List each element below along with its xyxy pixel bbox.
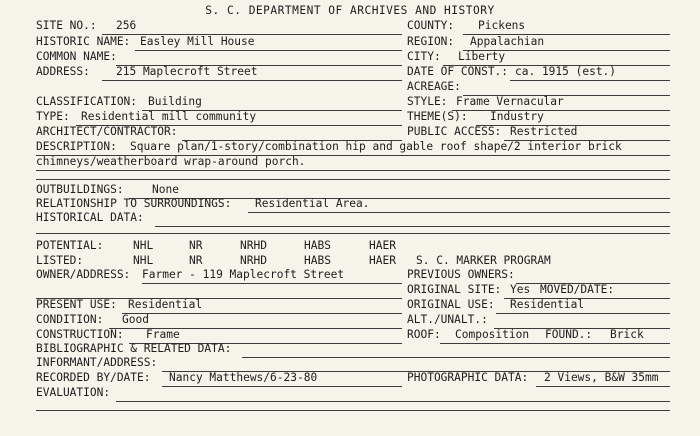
row-outbuildings [36, 183, 670, 198]
description-blank-line [36, 179, 670, 180]
bibliographic-label: BIBLIOGRAPHIC & RELATED DATA: [36, 342, 232, 355]
owner-value: Farmer - 119 Maplecroft Street [142, 268, 345, 281]
listed-nhl: NHL [133, 254, 154, 267]
city-label: CITY: [407, 50, 441, 63]
potential-habs: HABS [304, 239, 331, 252]
present-use-label: PRESENT USE: [36, 298, 117, 311]
condition-label: CONDITION: [36, 313, 104, 326]
classification-label: CLASSIFICATION: [36, 95, 138, 108]
row-potential [36, 239, 670, 254]
present-use-value: Residential [128, 298, 203, 311]
row-common-city [36, 50, 670, 65]
alt-unalt-label: ALT./UNALT.: [407, 313, 488, 326]
row-original-site [36, 283, 670, 298]
theme-value: Industry [490, 110, 544, 123]
listed-haer: HAER [369, 254, 396, 267]
construction-label: CONSTRUCTION: [36, 328, 124, 341]
row-condition [36, 313, 670, 328]
potential-haer: HAER [369, 239, 396, 252]
county-label: COUNTY: [407, 19, 455, 32]
previous-owners-label: PREVIOUS OWNERS: [407, 268, 515, 281]
style-value: Frame Vernacular [456, 95, 564, 108]
row-informant [36, 356, 670, 371]
row-construction [36, 328, 670, 343]
potential-label: POTENTIAL: [36, 239, 104, 252]
row-listed [36, 254, 670, 269]
type-value: Residential mill community [81, 110, 257, 123]
recorded-label: RECORDED BY/DATE: [36, 371, 151, 384]
listed-nrhd: NRHD [240, 254, 267, 267]
owner-label: OWNER/ADDRESS: [36, 268, 131, 281]
outbuildings-value: None [152, 183, 179, 196]
potential-nrhd: NRHD [240, 239, 267, 252]
listed-habs: HABS [304, 254, 331, 267]
county-value: Pickens [478, 19, 526, 32]
row-description-1 [36, 140, 670, 156]
evaluation-blank-line [36, 410, 670, 411]
potential-nhl: NHL [133, 239, 154, 252]
marker-program-heading: S. C. MARKER PROGRAM [416, 254, 551, 267]
roof-label: ROOF: [407, 328, 441, 341]
row-acreage [36, 80, 670, 95]
acreage-label: ACREAGE: [407, 80, 461, 93]
historical-label: HISTORICAL DATA: [36, 211, 144, 224]
row-address-date [36, 65, 670, 80]
description-label: DESCRIPTION: [36, 140, 117, 153]
original-site-label: ORIGINAL SITE: [407, 283, 502, 296]
relationship-label: RELATIONSHIP TO SURROUNDINGS: [36, 197, 232, 210]
style-label: STYLE: [407, 95, 448, 108]
photographic-value: 2 Views, B&W 35mm [544, 371, 659, 384]
address-value: 215 Maplecroft Street [116, 65, 258, 78]
row-site-county [36, 19, 670, 34]
found-value: Brick [610, 328, 644, 341]
region-value: Appalachian [470, 35, 545, 48]
outbuildings-label: OUTBUILDINGS: [36, 183, 124, 196]
date-const-value: ca. 1915 (est.) [515, 65, 617, 78]
informant-label: INFORMANT/ADDRESS: [36, 356, 158, 369]
address-label: ADDRESS: [36, 65, 90, 78]
condition-value: Good [122, 313, 149, 326]
public-access-label: PUBLIC ACCESS: [407, 125, 502, 138]
original-site-value: Yes [510, 283, 531, 296]
site-no-label: SITE NO.: [36, 19, 97, 32]
listed-nr: NR [189, 254, 203, 267]
photographic-label: PHOTOGRAPHIC DATA: [407, 371, 529, 384]
found-label: FOUND.: [545, 328, 593, 341]
listed-label: LISTED: [36, 254, 84, 267]
moved-date-label: MOVED/DATE: [540, 283, 615, 296]
region-label: REGION: [407, 35, 455, 48]
row-present-use [36, 298, 670, 313]
row-description-2 [36, 155, 670, 171]
description-line-2: chimneys/weatherboard wrap-around porch. [36, 155, 306, 168]
row-historical [36, 211, 670, 226]
theme-label: THEME(S): [407, 110, 468, 123]
row-relationship [36, 197, 670, 212]
evaluation-label: EVALUATION: [36, 386, 111, 399]
row-evaluation [36, 386, 670, 401]
type-label: TYPE: [36, 110, 70, 123]
historic-name-value: Easley Mill House [140, 35, 255, 48]
original-use-value: Residential [510, 298, 585, 311]
row-classification-style [36, 95, 670, 110]
potential-nr: NR [189, 239, 203, 252]
city-value: Liberty [458, 50, 506, 63]
row-architect-access [36, 125, 670, 140]
relationship-value: Residential Area. [255, 197, 370, 210]
description-line-1: Square plan/1-story/combination hip and gable roof shape/2 interior brick [130, 140, 622, 153]
recorded-value: Nancy Matthews/6-23-80 [169, 371, 318, 384]
row-historic-region [36, 35, 670, 50]
roof-value: Composition [455, 328, 530, 341]
row-bibliographic [36, 342, 670, 357]
common-name-label: COMMON NAME: [36, 50, 117, 63]
site-no-value: 256 [116, 19, 137, 32]
classification-value: Building [148, 95, 202, 108]
historic-name-label: HISTORIC NAME: [36, 35, 131, 48]
card-title: S. C. DEPARTMENT OF ARCHIVES AND HISTORY [205, 4, 495, 17]
original-use-label: ORIGINAL USE: [407, 298, 495, 311]
public-access-value: Restricted [510, 125, 578, 138]
row-recorded [36, 371, 670, 386]
date-const-label: DATE OF CONST.: [407, 65, 509, 78]
row-owner [36, 268, 670, 283]
architect-label: ARCHITECT/CONTRACTOR: [36, 125, 178, 138]
construction-value: Frame [146, 328, 180, 341]
historical-blank-line [36, 233, 670, 234]
row-type-theme [36, 110, 670, 125]
